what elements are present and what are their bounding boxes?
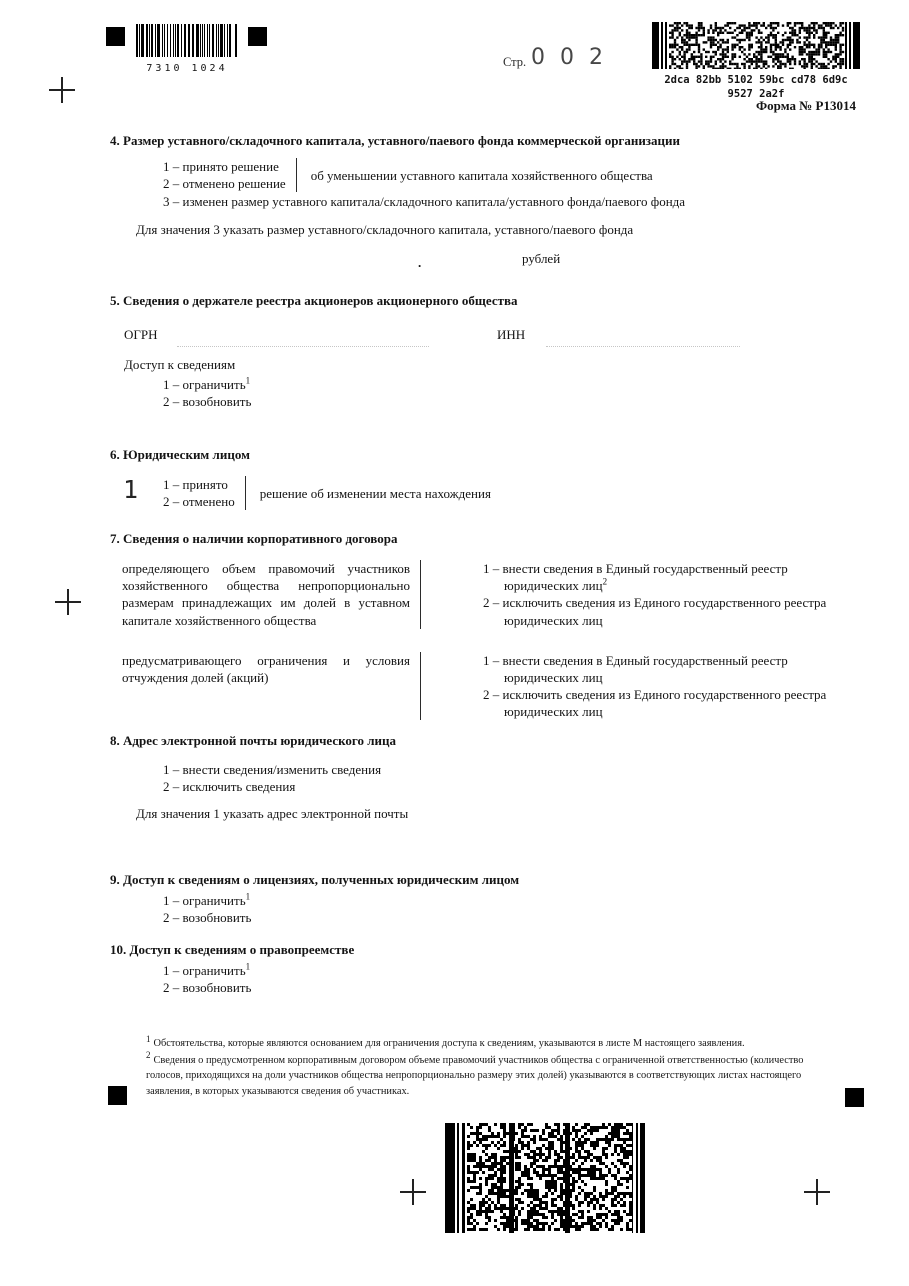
section-6-option-1: 1 – принято (163, 477, 228, 493)
registration-plus-bottom-left (400, 1179, 426, 1205)
registration-plus-mid-left (55, 589, 81, 615)
section-4-option-3: 3 – изменен размер уставного капитала/складочного капитала/уставного фонда/паевого фонда (163, 194, 686, 210)
footnote-ref-1: 1 (245, 891, 251, 902)
inn-label: ИНН (497, 327, 526, 343)
inn-input-line[interactable] (546, 346, 740, 347)
section-6-options-text: решение об изменении места нахождения (259, 485, 491, 501)
section-4 (110, 132, 872, 272)
section-7-row-1-option-1: 1 – внести сведения в Единый государственный реестр юридических лиц$^2$ (483, 561, 788, 594)
currency-label: рублей (522, 250, 561, 266)
section-4-title: 4. Размер уставного/складочного капитала, уставного/паевого фонда коммерческой организации (110, 133, 681, 148)
section-7 (110, 530, 872, 720)
section-7-row-2-left: предусматривающего ограничения и условия отчуждения долей (акций) (122, 652, 410, 685)
footnote-ref-1: 1 (245, 961, 251, 972)
barcode-1d-text: 7310 1024 (146, 63, 228, 75)
section-9 (110, 871, 872, 926)
section-6-option-2: 2 – отменено (163, 494, 235, 510)
footnote-ref-2: 2 (602, 576, 608, 587)
section-4-option-2: 2 – отменено решение (163, 176, 286, 192)
section-6-value-field[interactable]: 1 (123, 475, 139, 505)
section-8-option-1: 1 – внести сведения/изменить сведения (163, 762, 382, 778)
footnote-2: $^2$ Сведения о предусмотренном корпоративным договором объеме правомочий участников общества с ограниченной ответственностью (количество голосов, приходящихся на доли участников общества непропорционально размеру этих долей) указываются в соответствующих листах настоящего заявления, в которых указываются сведения об участниках. (146, 1050, 804, 1097)
section-9-option-2: 2 – возобновить (163, 910, 252, 926)
page-number-label: Стр. (503, 55, 527, 69)
section-7-row-2-option-2: 2 – исключить сведения из Единого государственного реестра юридических лиц (483, 687, 827, 720)
section-7-row-2 (110, 652, 872, 721)
section-10-option-2: 2 – возобновить (163, 980, 252, 996)
decimal-separator: . (418, 254, 422, 270)
section-10-title: 10. Доступ к сведениям о правопреемстве (110, 942, 355, 957)
bottom-barcode-block (445, 1123, 645, 1237)
barcode-pdf417-icon (445, 1123, 645, 1233)
section-7-row-2-option-1: 1 – внести сведения в Единый государственный реестр юридических лиц (483, 652, 788, 685)
registration-plus-top-left (49, 77, 75, 103)
section-6-title: 6. Юридическим лицом (110, 447, 250, 462)
section-4-options-text: об уменьшении уставного капитала хозяйственного общества (310, 167, 653, 183)
section-5-option-2: 2 – возобновить (163, 394, 252, 410)
anchor-square-bottom-left (108, 1086, 127, 1105)
section-9-option-1: 1 – ограничить$^1$ (163, 891, 251, 909)
footnotes (146, 1033, 840, 1100)
section-8-option-2: 2 – исключить сведения (163, 779, 296, 795)
section-10-option-1: 1 – ограничить$^1$ (163, 961, 251, 979)
section-4-option-1: 1 – принято решение (163, 159, 279, 175)
section-5-title: 5. Сведения о держателе реестра акционеров акционерного общества (110, 293, 518, 308)
footnote-1: $^1$ Обстоятельства, которые являются основанием для ограничения доступа к сведениям, указываются в листе М настоящего заявления. (146, 1033, 745, 1049)
page-number-value: 0 0 2 (531, 45, 607, 70)
section-6 (110, 446, 872, 510)
section-9-title: 9. Доступ к сведениям о лицензиях, полученных юридическим лицом (110, 872, 520, 887)
capital-amount-field[interactable] (110, 252, 872, 272)
anchor-square-top-left-2 (248, 27, 267, 46)
anchor-square-top-left-1 (106, 27, 125, 46)
barcode-2d-strip-icon (652, 22, 860, 69)
ogrn-input-line[interactable] (177, 346, 429, 347)
section-10 (110, 941, 872, 996)
section-8-hint: Для значения 1 указать адрес электронной почты (136, 806, 409, 822)
section-5-option-1: 1 – ограничить$^1$ (163, 375, 251, 393)
section-7-row-1-left: определяющего объем правомочий участников хозяйственного общества непропорционально размерам принадлежащих им долей в уставном капитале хозяйственного общества (122, 561, 410, 628)
form-barcode-block (136, 24, 238, 75)
section-4-hint: Для значения 3 указать размер уставного/складочного капитала, уставного/паевого фонда (136, 221, 634, 237)
section-7-title: 7. Сведения о наличии корпоративного договора (110, 531, 398, 546)
registration-plus-bottom-right (804, 1179, 830, 1205)
footnote-ref-1: 1 (245, 375, 251, 386)
section-8 (110, 732, 872, 823)
form-number: Форма № Р13014 (756, 98, 856, 113)
ogrn-label: ОГРН (124, 327, 158, 343)
section-8-title: 8. Адрес электронной почты юридического лица (110, 733, 397, 748)
section-7-row-1 (110, 560, 872, 629)
barcode-hash-text: 2dca 82bb 5102 59bc cd78 6d9c 9527 2a2f (664, 74, 848, 101)
section-7-row-1-option-2: 2 – исключить сведения из Единого государственного реестра юридических лиц (483, 595, 827, 628)
hash-barcode-block (652, 22, 860, 102)
section-5 (110, 292, 872, 411)
anchor-square-bottom-right (845, 1088, 864, 1107)
barcode-1d-icon (136, 24, 238, 57)
section-5-access-label: Доступ к сведениям (124, 357, 236, 373)
